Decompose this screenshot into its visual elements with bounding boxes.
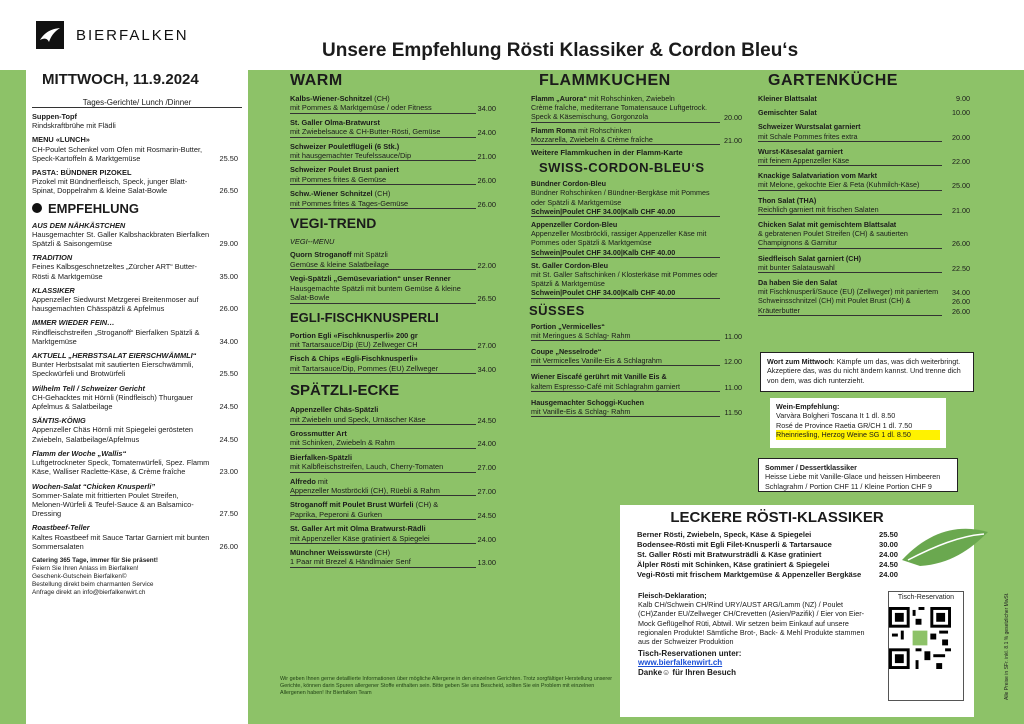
- item-desc: Bunter Herbstsalat mit sautierten Eierschwämmli, Speckwürfeli und Brotwürfeli: [32, 360, 194, 379]
- menu-date: MITTWOCH, 11.9.2024: [42, 71, 199, 88]
- vegi-heading: VEGI-TREND: [290, 215, 377, 232]
- wine-price: 1 dl. 8.50: [865, 411, 896, 421]
- item-desc: mit Fischknusperli/Sauce (EU) (Zellweger) mit paniertem Schweinsschnitzel (CH) mit Poulet Brust (CH) & Kräuterbutter: [758, 287, 942, 316]
- item-desc: mit hausgemachter Teufelssauce/Dip: [290, 151, 476, 161]
- item-price-line: Schwein|Poulet CHF 34.00|Kalb CHF 40.00: [531, 207, 720, 217]
- item-desc: Kaltes Roastbeef mit Sauce Tartar Garniert mit bunten Sommersalaten: [32, 532, 210, 551]
- item-price: 20.00: [952, 132, 970, 142]
- item-price: 24.50: [477, 510, 496, 520]
- item-price: 26.50: [219, 186, 238, 196]
- wine-price: 1 dl. 8.50: [881, 430, 911, 440]
- item-name: TRADITION: [32, 253, 73, 263]
- menu-item: [32, 449, 242, 477]
- item-price: 26.50: [477, 294, 496, 304]
- item-name: Bündner Cordon-Bleu: [531, 179, 607, 189]
- item-name: Berner Rösti, Zwiebeln, Speck, Käse & Spiegelei: [637, 530, 812, 539]
- item-price: 24.50: [219, 434, 238, 444]
- menu-item: [262, 524, 502, 544]
- item-price: 24.50: [219, 402, 238, 412]
- item-title-line: [290, 142, 476, 151]
- item-name: KLASSIKER: [32, 285, 75, 295]
- item-price: 27.00: [477, 340, 496, 350]
- item-desc: mit Pommes & Marktgemüse / oder Fitness: [290, 103, 476, 113]
- item-desc: Appenzeller Mostbröckli (CH), Rüebli & Rahm: [290, 486, 476, 496]
- item-name: Wochen-Salat “Chicken Knusperli”: [32, 481, 156, 491]
- catering-line: Bestellung direkt beim charmanten Service: [32, 580, 154, 588]
- item-desc: mit Melone, gekochte Eier & Feta (Kuhmilch-Käse): [758, 180, 942, 190]
- menu-item: [32, 286, 242, 314]
- item-title-line: [290, 524, 476, 533]
- menu-item: [754, 254, 972, 273]
- menu-item: [262, 405, 502, 425]
- item-tag: (CH): [372, 94, 390, 103]
- item-desc: mit bunter Salatauswahl: [758, 263, 942, 273]
- item-title-line: [290, 429, 476, 438]
- fleisch-title: Fleisch-Deklaration;: [638, 591, 707, 600]
- item-price: 12.00: [724, 357, 742, 367]
- menu-item: [262, 274, 502, 303]
- item-price: 30.00: [878, 540, 898, 549]
- menu-item: [525, 94, 746, 123]
- bullet-icon: [32, 203, 42, 213]
- item-price-line: Schwein|Poulet CHF 34.00|Kalb CHF 40.00: [531, 288, 720, 298]
- item-price: 26.00: [477, 175, 496, 185]
- menu-item: [525, 220, 746, 258]
- wine-item: [776, 430, 940, 439]
- item-title-line: [290, 331, 476, 340]
- item-name: Flamm „Aurora“: [531, 94, 587, 103]
- item-desc: Reichlich garniert mit frischen Salaten: [758, 205, 942, 215]
- wine-item: [776, 421, 940, 430]
- menu-item: [262, 250, 502, 270]
- item-desc: Appenzeller Chäs Hörnli mit Spiegelei gerösteten Zwiebeln, Salatbeilage/Apfelmus: [32, 425, 194, 444]
- item-price: 24.00: [878, 550, 898, 559]
- item-title-line: [290, 250, 476, 259]
- item-desc: Bündner Rohschinken / Bündner-Bergkäse mit Pommes oder Spätzli & Marktgemüse: [531, 188, 710, 207]
- item-desc: mit feinem Appenzeller Käse: [758, 156, 942, 166]
- item-price: 21.00: [477, 152, 496, 162]
- item-price: 11.00: [724, 382, 742, 392]
- item-price: 34.00: [477, 104, 496, 114]
- item-name: Wiener Eiscafé gerührt mit Vanille Eis &: [531, 372, 667, 382]
- item-name: Vegi-Rösti mit frischem Marktgemüse & Appenzeller Bergkäse: [637, 570, 862, 579]
- menu-item: [262, 94, 502, 114]
- spaetzli-heading: SPÄTZLI-ECKE: [290, 382, 400, 400]
- item-name: Schw.-Wiener Schnitzel: [290, 189, 373, 199]
- item-name: Appenzeller Chäs-Spätzli: [290, 405, 379, 415]
- wein-box: [770, 398, 946, 448]
- item-price: 26.00: [219, 541, 238, 551]
- item-price: 21.00: [724, 135, 742, 145]
- menu-item: [262, 453, 502, 473]
- item-name: St. Galler Olma-Bratwurst: [290, 117, 380, 127]
- item-name: St. Galler Art mit Olma Bratwurst-Rädli: [290, 524, 426, 534]
- wine-item: [776, 411, 940, 420]
- item-price: 24.00: [477, 128, 496, 138]
- item-desc: mit Meringues & Schlag- Rahm: [531, 331, 720, 341]
- menu-item: [32, 351, 242, 379]
- menu-item: [525, 398, 746, 417]
- qr-box[interactable]: [888, 591, 964, 701]
- daily-subtitle: Tages-Gerichte/ Lunch /Dinner: [32, 98, 242, 108]
- item-name: Schweizer Wurstsalat garniert: [758, 122, 861, 132]
- wort-box: [760, 352, 974, 392]
- menu-item: [262, 500, 502, 520]
- item-desc: Sommer-Salate mit frittierten Poulet Streifen, Melonen-Würfeli & Teufel-Sauce & an Balsamico- Dressing: [32, 490, 194, 519]
- wine-name: Rheinriesling, Herzog Weine SG: [776, 430, 882, 440]
- dessert-box: [758, 458, 958, 492]
- catering-line: Geschenk-Gutschein Bierfalken©: [32, 572, 127, 580]
- menu-item: [754, 278, 972, 316]
- item-name: Flamm der Woche „Wallis“: [32, 448, 127, 458]
- item-price: 27.00: [477, 486, 496, 496]
- item-desc: Mozzarella, Zwiebeln & Crème fraîche: [531, 135, 720, 145]
- item-price: 27.50: [219, 509, 238, 519]
- item-title-line: [290, 354, 476, 363]
- item-name: St. Galler Rösti mit Bratwursträdli & Käse gratiniert: [637, 550, 822, 559]
- menu-item: [525, 347, 746, 366]
- item-price: 26.00: [219, 304, 238, 314]
- item-price: 22.00: [952, 157, 970, 167]
- page-title: Unsere Empfehlung Rösti Klassiker & Cordon Bleu‘s: [322, 40, 799, 61]
- wine-name: Rosé de Province Raetia GR/CH: [776, 420, 883, 430]
- qr-code-icon[interactable]: [889, 607, 951, 669]
- item-name: Fisch & Chips «Egli-Fischknusperli»: [290, 354, 418, 364]
- wort-text: : Kämpfe um das, was dich weiterbringt. Akzeptiere das, was du nicht ändern kannst. Und trenne dich von dem, was dich runterzieht.: [767, 357, 961, 385]
- item-desc: Feines Kalbsgeschnetzeltes „Zürcher ART“ Butter-Rösti & Marktgemüse: [32, 262, 197, 281]
- item-desc: mit Pommes frites & Gemüse: [290, 175, 476, 185]
- warm-heading: WARM: [290, 72, 343, 89]
- menu-item: [262, 548, 502, 568]
- vat-note: Alle Preise in SFr. inkl. 8.1 % gesetzlicher MwSt.: [1004, 592, 1010, 700]
- menu-item: [32, 523, 242, 551]
- menu-item: [32, 384, 242, 412]
- item-price: 23.00: [219, 467, 238, 477]
- wort-title: Wort zum Mittwoch: [767, 357, 833, 366]
- item-price: 24.50: [878, 560, 898, 569]
- item-name: Flamm Roma: [531, 125, 577, 135]
- item-price: 9.00: [956, 94, 970, 103]
- item-desc: mit Pommes frites & Tages-Gemüse: [290, 199, 476, 209]
- item-desc: Rindskraftbrühe mit Flädli: [32, 121, 116, 131]
- menu-item: [754, 108, 972, 117]
- item-price: 25.50: [878, 530, 898, 539]
- menu-item: [525, 372, 746, 391]
- menu-item: [262, 429, 502, 449]
- item-name: Chicken Salat mit gemischtem Blattsalat: [758, 220, 897, 230]
- item-desc: Hausgemachte Spätzli mit buntem Gemüse & kleine Salat-Bowle: [290, 284, 476, 304]
- item-desc: mit Zwiebelsauce & CH-Butter-Rösti, Gemüse: [290, 127, 476, 137]
- menu-item: [754, 147, 972, 166]
- empfehlung-heading-label: EMPFEHLUNG: [48, 200, 139, 216]
- item-name: Gemischter Salat: [758, 108, 817, 118]
- item-desc: mit Vanille-Eis & Schlag- Rahm: [531, 407, 720, 417]
- menu-item: [32, 168, 242, 196]
- website-link[interactable]: www.bierfalkenwirt.ch: [638, 658, 723, 668]
- menu-item: [32, 318, 242, 346]
- item-name: Quorn Stroganoff: [290, 250, 352, 260]
- item-desc: Appenzeller Siedwurst Metzgerei Breitenmoser auf hausgemachten Chässpätzli & Apfelmus: [32, 295, 199, 314]
- item-price: 34.00: [219, 336, 238, 346]
- item-price: 13.00: [477, 558, 496, 568]
- catering-note: [32, 557, 242, 597]
- item-name: Thon Salat (THA): [758, 195, 817, 205]
- item-name: St. Galler Cordon-Bleu: [531, 260, 609, 270]
- item-name: Knackige Salatvariation vom Markt: [758, 171, 878, 181]
- item-desc: Rindfleischstreifen „Stroganoff“ Bierfalken Spätzli & Marktgemüse: [32, 327, 200, 346]
- flamm-heading: FLAMMKUCHEN: [539, 72, 671, 89]
- item-price: 10.00: [952, 108, 970, 118]
- item-name: Schweizer Pouletflügeli (6 Stk.): [290, 141, 400, 151]
- warm-column: [262, 70, 502, 714]
- item-name: Hausgemachter Schoggi-Kuchen: [531, 397, 645, 407]
- item-tag: mit: [315, 476, 328, 486]
- item-price: 21.00: [952, 205, 970, 215]
- item-price-line: Schwein|Poulet CHF 34.00|Kalb CHF 40.00: [531, 248, 720, 258]
- dessert-title: Sommer / Dessertklassiker: [765, 463, 857, 472]
- menu-item: [525, 322, 746, 341]
- item-name: Roastbeef-Teller: [32, 523, 90, 533]
- item-tag: mit Spätzli: [351, 250, 388, 260]
- item-tag: (CH): [372, 189, 391, 199]
- suesses-heading: SÜSSES: [529, 302, 585, 318]
- item-tag: (CH) &: [413, 500, 439, 510]
- menu-item: [262, 118, 502, 138]
- item-desc: CH-Gehacktes mit Hörnli (Rindfleisch) Thurgauer Apfelmus & Salatbeilage: [32, 392, 193, 412]
- menu-item: [32, 135, 242, 163]
- item-desc: mit Tartarsauce/Dip (EU) Zellweger CH: [290, 340, 476, 350]
- item-desc: 1 Paar mit Brezel & Händlmaier Senf: [290, 557, 476, 567]
- item-desc: Gemüse & kleine Salatbeilage: [290, 260, 476, 270]
- item-title-line: [290, 189, 476, 198]
- menu-item: [754, 196, 972, 215]
- item-name: Coupe „Nesselrode“: [531, 347, 602, 357]
- item-name: Älpler Rösti mit Schinken, Käse gratiniert & Spiegelei: [637, 560, 830, 569]
- item-title-line: [531, 126, 720, 135]
- item-name: Siedfleisch Salat garniert (CH): [758, 253, 862, 263]
- vegi-subheading: VEGI--MENU: [290, 237, 335, 247]
- falcon-icon: [36, 21, 64, 49]
- item-price: 20.00: [724, 113, 742, 123]
- item-desc: Hausgemachter St. Galler Kalbshackbraten Bierfalken Spätzli & Saisongemüse: [32, 229, 210, 249]
- item-desc: mit Kalbfleischstreifen, Lauch, Cherry-Tomaten: [290, 462, 476, 472]
- item-price: 22.00: [477, 260, 496, 270]
- item-desc: mit Vermicelles Vanille-Eis & Schlagrahm: [531, 356, 720, 366]
- item-title-line: [290, 453, 476, 462]
- menu-item: [754, 171, 972, 190]
- item-name: AKTUELL „HERBSTSALAT EIERSCHWÄMMLI“: [32, 351, 197, 361]
- item-price: 26.00: [477, 199, 496, 209]
- empfehlung-heading: [32, 201, 242, 216]
- item-price: 11.00: [724, 331, 742, 341]
- wine-name: Varvàra Bolgheri Toscana It: [776, 411, 866, 421]
- header: [0, 0, 1024, 70]
- wine-price: 1 dl. 7.50: [882, 420, 913, 430]
- item-price: 22.50: [952, 263, 970, 273]
- item-tag: mit Rohschinken: [576, 125, 632, 135]
- cordon-heading: SWISS-CORDON-BLEU‘S: [539, 160, 705, 176]
- garten-heading: GARTENKÜCHE: [768, 72, 898, 89]
- item-desc: Appenzeller Mostbröckli, rassiger Appenzeller Käse mit Pommes oder Spätzli & Marktgemüse: [531, 229, 707, 248]
- item-desc: Pizokel mit Bündnerfleisch, Speck, junger Blatt-Spinat, Doppelrahm & kleine Salat-Bowle: [32, 177, 188, 196]
- item-desc: mit Tartarsauce/Dip, Pommes (EU) Zellweger: [290, 364, 476, 374]
- item-title-line: [290, 548, 476, 557]
- item-name: MENU «LUNCH»: [32, 135, 90, 145]
- item-desc: CH-Poulet Schenkel vom Ofen mit Rosmarin-Butter, Speck-Kartoffeln & Marktgemüse: [32, 144, 203, 163]
- item-price: 26.00: [952, 297, 970, 307]
- menu-item: [32, 112, 242, 130]
- brand-name: BIERFALKEN: [76, 26, 189, 44]
- item-desc: & gebratenen Poulet Streifen (CH) & sautierten Champignons & Garnitur: [758, 229, 942, 248]
- item-name: Vegi-Spätzli „Gemüsevariation“ unser Renner: [290, 274, 451, 284]
- rosti-heading: LECKERE RÖSTI-KLASSIKER: [670, 509, 884, 526]
- item-name: Suppen-Topf: [32, 112, 78, 121]
- item-price: 24.00: [477, 534, 496, 544]
- menu-item: [525, 126, 746, 145]
- item-name: Kalbs-Wiener-Schnitzel: [290, 94, 373, 103]
- item-price: 27.00: [477, 463, 496, 473]
- item-name: Kleiner Blattsalat: [758, 94, 817, 103]
- item-name: Alfredo: [290, 476, 316, 486]
- item-name: Stroganoff mit Poulet Brust Würfeli: [290, 500, 414, 510]
- item-price: 25.00: [952, 181, 970, 191]
- item-title-line: [290, 165, 476, 174]
- item-price: 35.00: [219, 271, 238, 281]
- menu-item: [262, 189, 502, 209]
- item-name: Portion „Vermicelles“: [531, 321, 605, 331]
- menu-item: [32, 416, 242, 444]
- item-name: Da haben Sie den Salat: [758, 278, 838, 288]
- item-price: 34.00: [477, 364, 496, 374]
- item-price: 34.00: [952, 288, 970, 298]
- menu-item: [754, 122, 972, 141]
- menu-item: [262, 165, 502, 185]
- menu-item: [262, 354, 502, 374]
- item-desc: mit St. Galler Saftschinken / Klosterkäse mit Pommes oder Spätzli & Marktgemüse: [531, 270, 718, 289]
- leaf-icon: [900, 520, 990, 580]
- item-desc: Paprika, Peperoni & Gurken: [290, 510, 476, 520]
- item-price: 25.50: [219, 153, 238, 163]
- menu-item: [32, 221, 242, 249]
- menu-item: [262, 477, 502, 497]
- menu-item: [32, 482, 242, 519]
- menu-item: [525, 261, 746, 299]
- item-desc: Crème fraîche, mediterrane Tomatensauce Luftgetrock. Speck & Käsemischung, Gorgonzola: [531, 103, 720, 122]
- item-desc: mit Schinken, Zwiebeln & Rahm: [290, 438, 476, 448]
- item-desc: Luftgetrockneter Speck, Tomatenwürfeli, Spez. Flamm Käse, Walliser Raclette-Käse, & Crème fraîche: [32, 458, 210, 477]
- item-title-line: [290, 477, 476, 486]
- item-desc: kaltem Espresso-Café mit Schlagrahm garniert: [531, 382, 720, 392]
- thanks-text: Danke☺ für Ihren Besuch: [638, 667, 736, 677]
- item-name: Münchner Weisswürste: [290, 548, 373, 557]
- item-desc: mit Schale Pommes frites extra: [758, 132, 942, 142]
- item-price: 26.00: [952, 306, 970, 316]
- item-prices: [940, 288, 970, 316]
- menu-item: [32, 253, 242, 281]
- item-price: 24.00: [878, 570, 898, 579]
- item-desc: mit Zwiebeln und Speck, Urnäscher Käse: [290, 415, 476, 425]
- item-price: 11.50: [724, 408, 742, 418]
- egli-heading: EGLI-FISCHKNUSPERLI: [290, 309, 439, 325]
- menu-item: [525, 179, 746, 217]
- item-title-line: [290, 274, 476, 283]
- catering-line: Anfrage direkt an info@bierfalkenwirt.ch: [32, 588, 146, 596]
- item-name: Grossmutter Art: [290, 428, 347, 438]
- item-tag: mit Rohschinken, Zwiebeln: [586, 94, 675, 103]
- item-name: Bierfalken-Spätzli: [290, 452, 353, 462]
- item-price: 26.00: [952, 239, 970, 249]
- catering-title: Catering 365 Tage, immer für Sie präsent!: [32, 556, 158, 564]
- item-tag: (CH): [372, 548, 391, 557]
- catering-line: Feiern Sie Ihren Anlass im Bierfalken!: [32, 564, 139, 572]
- flamm-note: Weitere Flammkuchen in der Flamm-Karte: [531, 148, 683, 158]
- wein-title: Wein-Empfehlung:: [776, 402, 840, 411]
- item-name: Portion Egli «Fischknusperli» 200 gr: [290, 330, 418, 340]
- menu-item: [262, 142, 502, 162]
- item-name: Schweizer Poulet Brust paniert: [290, 165, 399, 175]
- item-title-line: [290, 118, 476, 127]
- menu-item: [262, 331, 502, 351]
- allergen-disclaimer: Wir geben Ihnen gerne detaillierte Informationen über mögliche Allergene in den einzelnen Gerichten. Trotz sorgfältiger Herstellung unserer Gerichte, können darin Spuren allergener Stoffe enthalten sein. Bitte geben Sie uns Bescheid, sollten Sie ein Problem mit einzelnen Allergenen haben! Ihr Bierfalken Team: [280, 676, 613, 696]
- menu-item: [754, 94, 972, 103]
- item-name: Wurst-Käsesalat garniert: [758, 146, 843, 156]
- item-name: Appenzeller Cordon-Bleu: [531, 220, 618, 230]
- item-price: 29.00: [219, 239, 238, 249]
- item-title-line: [531, 94, 720, 103]
- brand-logo: [36, 20, 196, 50]
- item-price: 25.50: [219, 369, 238, 379]
- fleisch-deklaration: [638, 591, 878, 677]
- item-title-line: [290, 500, 476, 509]
- fleisch-text: Kalb CH/Schwein CH/Rind URY/AUST ARG/Lamm (NZ) / Poulet (CH)Zander EU/Zellweger CH/Crevetten (Asien/Pazifik) / Eier von Eier-Mock Geflügelhof Rüti, Abtwil. Wir setzen beim Einkauf auf unsere regionalen Produkte! Sämtliche Brot-, Back- & Mehl Produkte stammen aus der Schweizer Produktion: [638, 600, 865, 647]
- item-price: 24.00: [477, 439, 496, 449]
- item-name: SÄNTIS-KÖNIG: [32, 416, 86, 426]
- reservation-label: Tisch-Reservationen unter:: [638, 649, 742, 659]
- item-title-line: [290, 405, 476, 414]
- dessert-text: Heisse Liebe mit Vanille-Glace und heissen Himbeeren Schlagrahm / Portion CHF 11 / Kleine Portion CHF 9: [765, 472, 941, 491]
- item-title-line: [290, 94, 476, 103]
- item-name: Wilhelm Tell / Schweizer Gericht: [32, 383, 146, 393]
- item-name: AUS DEM NÄHKÄSTCHEN: [32, 220, 126, 230]
- menu-item: [754, 220, 972, 249]
- daily-menu: [26, 62, 248, 724]
- qr-label: Tisch-Reservation: [897, 594, 955, 601]
- item-name: Bodensee-Rösti mit Egli Filet-Knusperli & Tartarsauce: [637, 540, 832, 549]
- item-name: PASTA: BÜNDNER PIZOKEL: [32, 168, 132, 178]
- item-price: 24.50: [477, 415, 496, 425]
- item-name: IMMER WIEDER FEIN…: [32, 318, 115, 328]
- item-desc: mit Appenzeller Käse gratiniert & Spiegelei: [290, 534, 476, 544]
